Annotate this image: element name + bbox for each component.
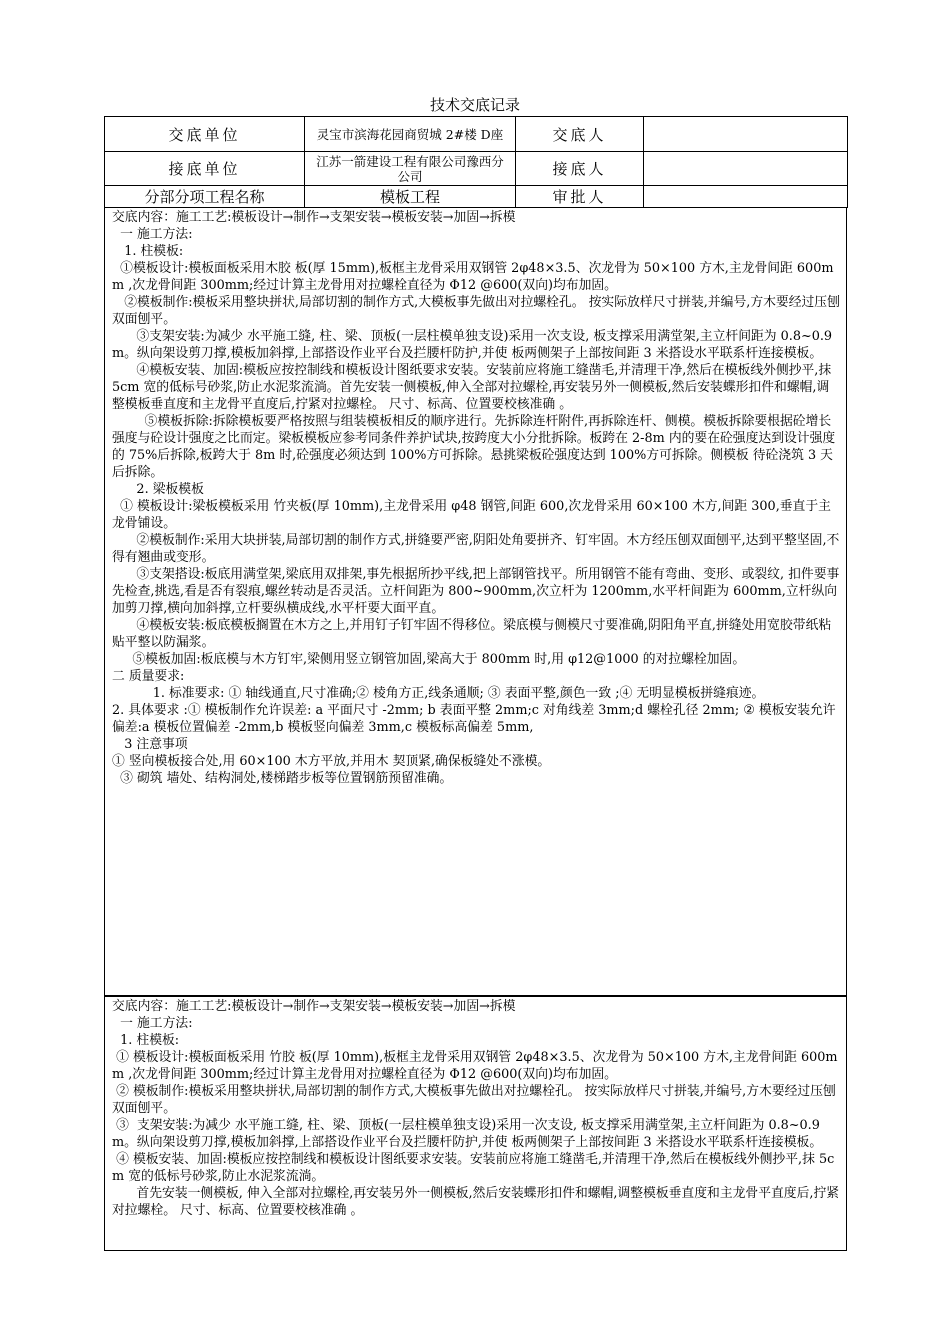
- content-line: ⑤模板加固:板底模与木方钉牢,梁侧用竖立钢管加固,梁高大于 800mm 时,用 φ12@1000 的对拉螺栓加固。: [112, 652, 746, 667]
- content-line: 1. 标准要求: ① 轴线通直,尺寸准确;② 棱角方正,线条通顺; ③ 表面平整,颜色一致 ;④ 无明显模板拼缝痕迹。: [112, 686, 765, 701]
- content-line: ⑤模板拆除:拆除模板要严格按照与组装模板相反的顺序进行。先拆除连杆附件,再拆除连杆、侧模。模板拆除要根据砼增长强度与砼设计强度之比而定。梁板模板应参考同条件养护试块,按跨度大小分批拆除。板跨在 2-8m 内的要在砼强度达到设计强度的 75%后拆除,板跨大于 8m 时,砼强度必须达到 100%方可拆除。悬挑梁板砼强度达到 100%方可拆除。侧模板 待砼浇筑 3 天后拆除。: [112, 414, 836, 480]
- content-line: 一 施工方法:: [112, 1016, 193, 1031]
- content-line: 首先安装一侧模板, 伸入全部对拉螺栓,再安装另外一侧模板,然后安装蝶形扣件和螺帽,调整模板垂直度和主龙骨平直度后,拧紧对拉螺栓。 尺寸、标高、位置要校核准确 。: [112, 1186, 840, 1218]
- content-line: 2. 具体要求 :① 模板制作允许误差: a 平面尺寸 -2mm; b 表面平整 2mm;c 对角线差 3mm;d 螺栓孔径 2mm; ② 模板安装允许偏差:a 模板位置偏差 -2mm,b 模板竖向偏差 3mm,c 模板标高偏差 5mm,: [112, 703, 836, 735]
- content-line: ③ 支架安装:为减少 水平施工缝, 柱、梁、顶板(一层柱模单独支设)采用一次支设, 板支撑采用满堂架,主立杆间距为 0.8~0.9m。纵向架设剪刀撑,模板加斜撑,上部搭设作业平台及拦腰杆防护,并使 板两侧架子上部按间距 3 米搭设水平联系杆连接模板。: [112, 1118, 823, 1150]
- receiving-person-value: [644, 152, 848, 186]
- content-line: 一 施工方法:: [112, 227, 193, 242]
- project-name-value: 模板工程: [305, 186, 516, 208]
- handover-content-section: [104, 208, 847, 996]
- content-line: ②模板制作:模板采用整块拼状,局部切割的制作方式,大模板事先做出对拉螺栓孔。 按实际放样尺寸拼装,并编号,方木要经过压刨双面刨平。: [112, 295, 840, 327]
- handover-person-value: [644, 117, 848, 152]
- handover-content-section-2: [104, 996, 847, 1251]
- content-line: 二 质量要求:: [112, 669, 185, 684]
- content-line: ① 竖向模板接合处,用 60×100 木方平放,并用木 契顶紧,确保板缝处不涨模。: [112, 754, 551, 769]
- approver-value: [644, 186, 848, 208]
- page-title: 技术交底记录: [429, 96, 520, 114]
- content-line: 1. 柱模板:: [112, 1033, 180, 1048]
- content-line: ②模板制作:采用大块拼装,局部切割的制作方式,拼缝要严密,阴阳处角要拼齐、钉牢固。木方经压刨双面刨平,达到平整坚固,不得有翘曲或变形。: [112, 533, 840, 565]
- approver-label: 审批人: [516, 186, 644, 208]
- content-line: ④模板安装、加固:模板应按控制线和模板设计图纸要求安装。安装前应将施工缝凿毛,并清理干净,然后在模板线外侧抄平,抹 5cm 宽的低标号砂浆,防止水泥浆流淌。首先安装一侧模板,伸入全部对拉螺栓,再安装另外一侧模板,然后安装蝶形扣件和螺帽,调整模板垂直度和主龙骨平直度后,拧紧对拉螺栓。 尺寸、标高、位置要校核准确 。: [112, 363, 836, 412]
- content-line: ③支架安装:为减少 水平施工缝, 柱、梁、顶板(一层柱模单独支设)采用一次支设, 板支撑采用满堂架,主立杆间距为 0.8~0.9m。纵向架设剪刀撑,模板加斜撑,上部搭设作业平台及拦腰杆防护,并使 板两侧架子上部按间距 3 米搭设水平联系杆连接模板。: [112, 329, 833, 361]
- content-line: ④ 模板安装、加固:模板应按控制线和模板设计图纸要求安装。安装前应将施工缝凿毛,并清理干净,然后在模板线外侧抄平,抹 5cm 宽的低标号砂浆,防止水泥浆流淌。: [112, 1152, 835, 1184]
- content-line: ① 模板设计:模板面板采用 竹胶 板(厚 10mm),板框主龙骨采用双钢管 2φ48×3.5、次龙骨为 50×100 方木,主龙骨间距 600mm ,次龙骨间距 300mm;经过计算主龙骨用对拉螺栓直径为 Φ12 @600(双向)均布加固。: [112, 1050, 838, 1082]
- content-line: ② 模板制作:模板采用整块拼状,局部切割的制作方式,大模板事先做出对拉螺栓孔。 按实际放样尺寸拼装,并编号,方木要经过压刨双面刨平。: [112, 1084, 836, 1116]
- content-line: 交底内容：施工工艺:模板设计→制作→支架安装→模板安装→加固→拆模: [112, 999, 516, 1014]
- content-line: 2. 梁板模板: [112, 482, 204, 497]
- content-line: ①模板设计:模板面板采用木胶 板(厚 15mm),板框主龙骨采用双钢管 2φ48×3.5、次龙骨为 50×100 方木,主龙骨间距 600mm ,次龙骨间距 300mm;经过计算主龙骨用对拉螺栓直径为 Φ12 @600(双向)均布加固。: [112, 261, 834, 293]
- handover-unit-label: 交底单位: [105, 117, 305, 152]
- handover-unit-value: 灵宝市滨海花园商贸城 2#楼 D座: [305, 117, 516, 152]
- project-name-label: 分部分项工程名称: [105, 186, 305, 208]
- receiving-unit-value: 江苏一箭建设工程有限公司豫西分公司: [305, 152, 516, 186]
- content-line: ④模板安装:板底模板搁置在木方之上,并用钉子钉牢固不得移位。梁底模与侧模尺寸要准确,阴阳角平直,拼缝处用宽胶带纸粘贴平整以防漏浆。: [112, 618, 832, 650]
- handover-person-label: 交底人: [516, 117, 644, 152]
- receiving-unit-label: 接底单位: [105, 152, 305, 186]
- header-table: [104, 116, 848, 208]
- content-line: 交底内容：施工工艺:模板设计→制作→支架安装→模板安装→加固→拆模: [112, 210, 516, 225]
- content-line: ③ 砌筑 墙处、结构洞处,楼梯踏步板等位置钢筋预留准确。: [112, 771, 453, 786]
- content-line: 1. 柱模板:: [112, 244, 184, 259]
- content-line: ③支架搭设:板底用满堂架,梁底用双排架,事先根据所抄平线,把上部钢管找平。所用钢管不能有弯曲、变形、或裂纹, 扣件要事先检查,挑选,看是否有裂痕,螺丝转动是否灵活。立杆间距为 800~900mm,次立杆为 1200mm,水平杆间距为 600mm,立杆纵向加剪刀撑,横向加斜撑,立杆要纵横成线,水平杆要大面平直。: [112, 567, 840, 616]
- content-line: 3 注意事项: [112, 737, 188, 752]
- content-line: ① 模板设计:梁板模板采用 竹夹板(厚 10mm),主龙骨采用 φ48 钢管,间距 600,次龙骨采用 60×100 木方,间距 300,垂直于主龙骨铺设。: [112, 499, 831, 531]
- receiving-person-label: 接底人: [516, 152, 644, 186]
